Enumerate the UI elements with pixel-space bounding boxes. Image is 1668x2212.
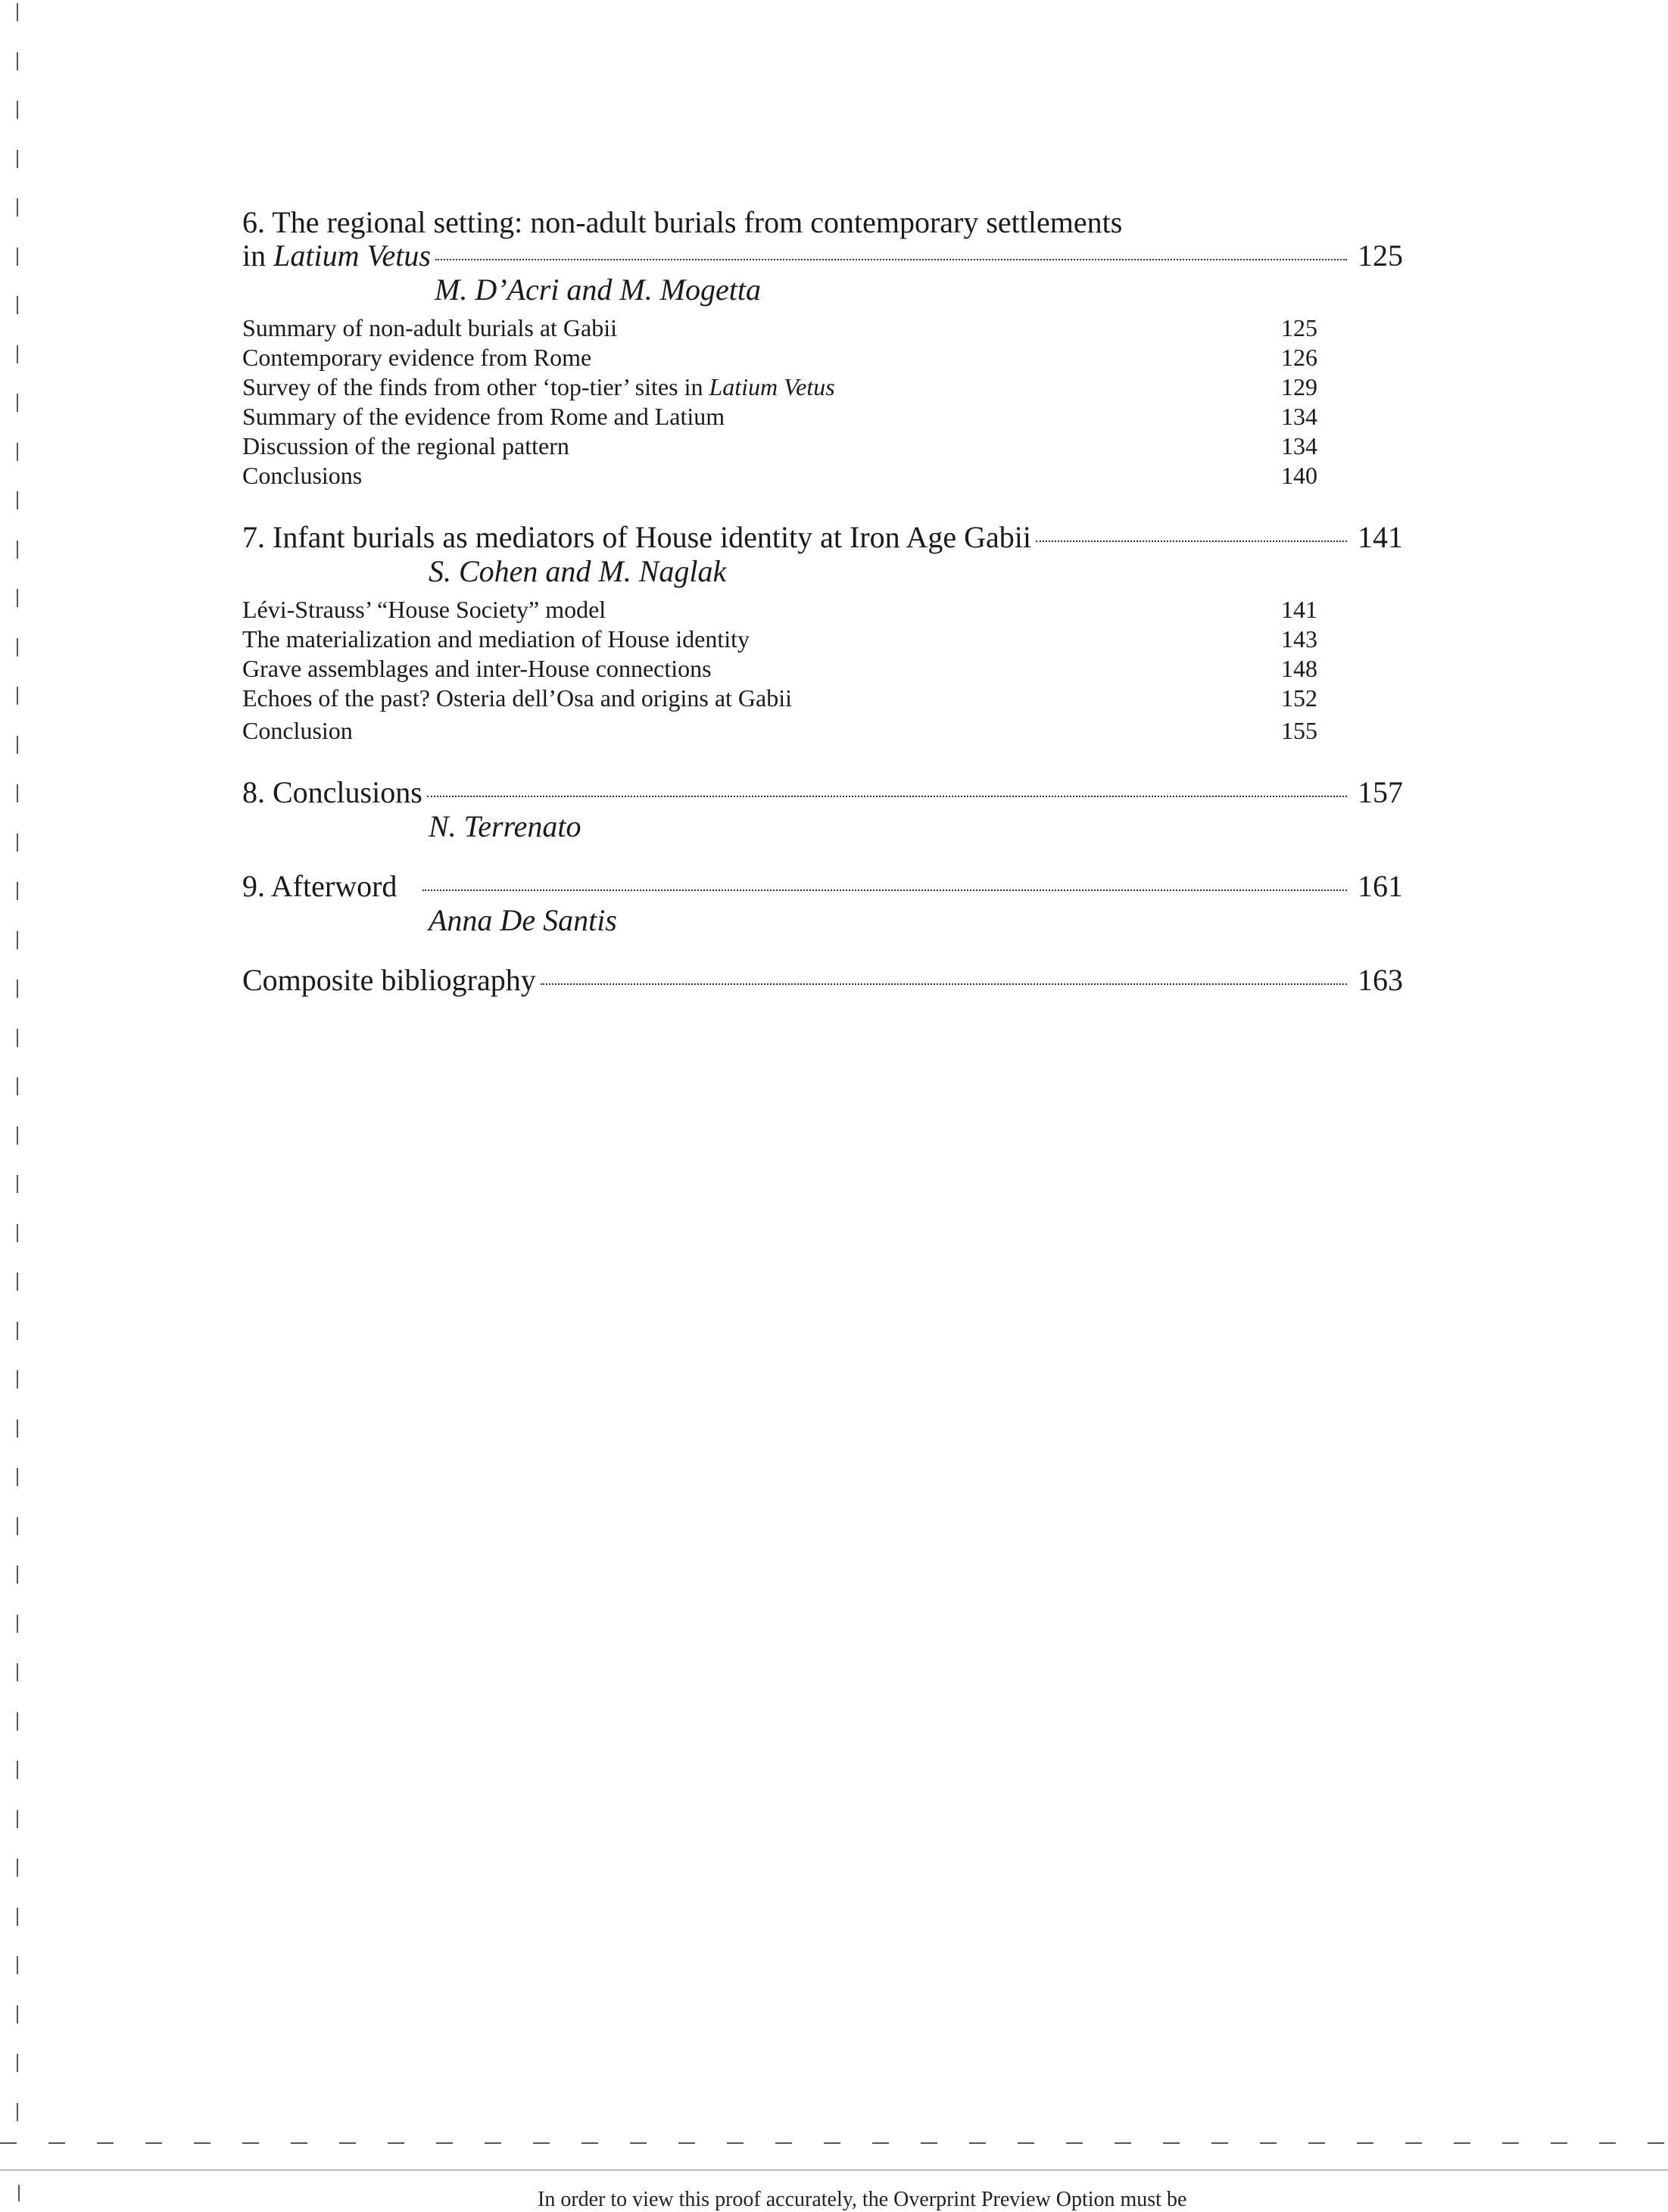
- crop-mark-tick: [17, 491, 18, 509]
- crop-mark-tick: [17, 1712, 18, 1731]
- chapter-9-title-line: [242, 870, 1403, 903]
- section-row: [242, 431, 1317, 461]
- left-crop-marks: [17, 0, 20, 2150]
- section-page: 140: [1281, 462, 1317, 489]
- section-label: The materialization and mediation of House identity: [242, 625, 750, 653]
- chapter-6-title-line-1: 6. The regional setting: non-adult burials from contemporary settlements: [242, 205, 1123, 239]
- section-row: [242, 313, 1317, 343]
- chapter-9-title-text: 9. Afterword: [242, 869, 398, 903]
- crop-mark-tick: [17, 1273, 18, 1291]
- crop-mark-tick: [17, 296, 18, 314]
- crop-mark-tick: [17, 150, 18, 168]
- chapter-9-page: 161: [1358, 869, 1403, 903]
- section-row: [242, 372, 1317, 402]
- trim-dashed-line: [0, 2142, 1668, 2144]
- section-label: Echoes of the past? Osteria dell’Osa and origins at Gabii: [242, 684, 792, 712]
- section-page: 129: [1281, 373, 1317, 400]
- crop-mark-tick: [17, 589, 18, 607]
- section-page: 143: [1281, 625, 1317, 653]
- crop-mark-tick: [17, 2103, 18, 2121]
- chapter-9-title: [242, 870, 418, 903]
- section-row: [242, 716, 1317, 746]
- bibliography-page: 163: [1358, 963, 1403, 997]
- chapter-9-authors: Anna De Santis: [429, 903, 617, 937]
- crop-mark-tick: [17, 1761, 18, 1779]
- chapter-6-title-italic: Latium Vetus: [273, 238, 431, 273]
- dot-leader: [541, 983, 1347, 985]
- crop-mark-tick: [17, 1615, 18, 1633]
- crop-mark-tick: [17, 1370, 18, 1388]
- section-row: [242, 595, 1317, 625]
- crop-mark-tick: [17, 882, 18, 900]
- section-row: [242, 343, 1317, 372]
- section-label: Grave assemblages and inter-House connections: [242, 655, 712, 682]
- section-row: [242, 461, 1317, 491]
- table-of-contents: [242, 206, 1403, 1021]
- chapter-8-title: 8. Conclusions: [242, 775, 422, 809]
- crop-mark-tick: [17, 394, 18, 412]
- section-page: 141: [1281, 596, 1317, 623]
- crop-mark-tick: [17, 2005, 18, 2024]
- chapter-8-title-line: [242, 776, 1403, 809]
- section-page: 126: [1281, 344, 1317, 371]
- chapter-8-page: 157: [1358, 775, 1403, 809]
- bottom-crop-mark: [18, 2185, 20, 2201]
- chapter-7-authors: S. Cohen and M. Naglak: [429, 554, 727, 588]
- crop-mark-tick: [17, 198, 18, 217]
- crop-mark-tick: [17, 52, 18, 70]
- section-label: Contemporary evidence from Rome: [242, 344, 592, 371]
- crop-mark-tick: [17, 1029, 18, 1047]
- section-page: 134: [1281, 432, 1317, 460]
- section-row: [242, 684, 1317, 713]
- dot-leader: [422, 889, 1347, 891]
- crop-mark-tick: [17, 248, 18, 266]
- crop-mark-tick: [17, 1077, 18, 1095]
- section-label: Lévi-Strauss’ “House Society” model: [242, 596, 606, 623]
- crop-mark-tick: [17, 1663, 18, 1681]
- crop-mark-tick: [17, 1175, 18, 1193]
- section-page: 148: [1281, 655, 1317, 682]
- bibliography: [242, 964, 1403, 997]
- section-page: 155: [1281, 717, 1317, 744]
- crop-mark-tick: [17, 541, 18, 559]
- dot-leader: [427, 796, 1347, 797]
- section-label: Discussion of the regional pattern: [242, 432, 569, 460]
- crop-mark-tick: [17, 1908, 18, 1926]
- crop-mark-tick: [17, 1858, 18, 1877]
- section-label: Summary of non-adult burials at Gabii: [242, 314, 618, 341]
- chapter-6-page: 125: [1358, 238, 1403, 273]
- crop-mark-tick: [17, 1468, 18, 1486]
- section-label: Summary of the evidence from Rome and Latium: [242, 403, 725, 430]
- crop-mark-tick: [17, 1517, 18, 1535]
- chapter-9: [242, 870, 1403, 938]
- dot-leader: [1036, 541, 1347, 542]
- crop-mark-tick: [17, 1126, 18, 1145]
- dot-leader: [435, 259, 1347, 260]
- footer-note: In order to view this proof accurately, the Overprint Preview Option must be: [538, 2188, 1187, 2211]
- chapter-7-sections: [242, 595, 1317, 746]
- chapter-7: [242, 521, 1403, 746]
- section-page: 152: [1281, 684, 1317, 712]
- crop-mark-tick: [17, 3, 18, 21]
- chapter-8: [242, 776, 1403, 844]
- section-label: Conclusion: [242, 717, 353, 744]
- chapter-6-title-continuation: [242, 239, 431, 273]
- section-row: [242, 625, 1317, 654]
- section-label: [242, 372, 835, 402]
- crop-mark-tick: [17, 833, 18, 852]
- section-label-prefix: Survey of the finds from other ‘top-tier’ sites in: [242, 373, 709, 400]
- crop-mark-tick: [17, 1419, 18, 1438]
- crop-mark-tick: [17, 931, 18, 949]
- section-row: [242, 654, 1317, 684]
- chapter-6-authors: M. D’Acri and M. Mogetta: [435, 273, 762, 307]
- chapter-6: [242, 206, 1403, 491]
- section-page: 134: [1281, 403, 1317, 430]
- crop-mark-tick: [17, 345, 18, 363]
- chapter-6-title-prefix: in: [242, 238, 274, 273]
- crop-mark-tick: [17, 980, 18, 998]
- crop-mark-tick: [17, 1566, 18, 1584]
- crop-mark-tick: [17, 443, 18, 461]
- chapter-7-page: 141: [1358, 520, 1403, 554]
- section-page: 125: [1281, 314, 1317, 341]
- crop-mark-tick: [17, 1224, 18, 1242]
- bibliography-title: Composite bibliography: [242, 963, 536, 997]
- chapter-6-sections: [242, 313, 1317, 491]
- chapter-7-title-line: [242, 521, 1403, 554]
- section-row: [242, 402, 1317, 431]
- crop-mark-tick: [17, 638, 18, 656]
- section-label-italic: Latium Vetus: [709, 373, 835, 400]
- section-label: Conclusions: [242, 462, 363, 489]
- crop-mark-tick: [17, 101, 18, 119]
- chapter-8-authors: N. Terrenato: [429, 809, 581, 843]
- crop-mark-tick: [17, 2054, 18, 2072]
- crop-mark-tick: [17, 687, 18, 705]
- crop-mark-tick: [17, 1956, 18, 1974]
- chapter-7-title: 7. Infant burials as mediators of House identity at Iron Age Gabii: [242, 520, 1031, 554]
- crop-mark-tick: [17, 736, 18, 754]
- crop-mark-tick: [17, 1810, 18, 1828]
- crop-mark-tick: [17, 1322, 18, 1340]
- crop-mark-tick: [17, 784, 18, 802]
- bibliography-line: [242, 964, 1403, 997]
- chapter-6-title-line-2: [242, 239, 1403, 273]
